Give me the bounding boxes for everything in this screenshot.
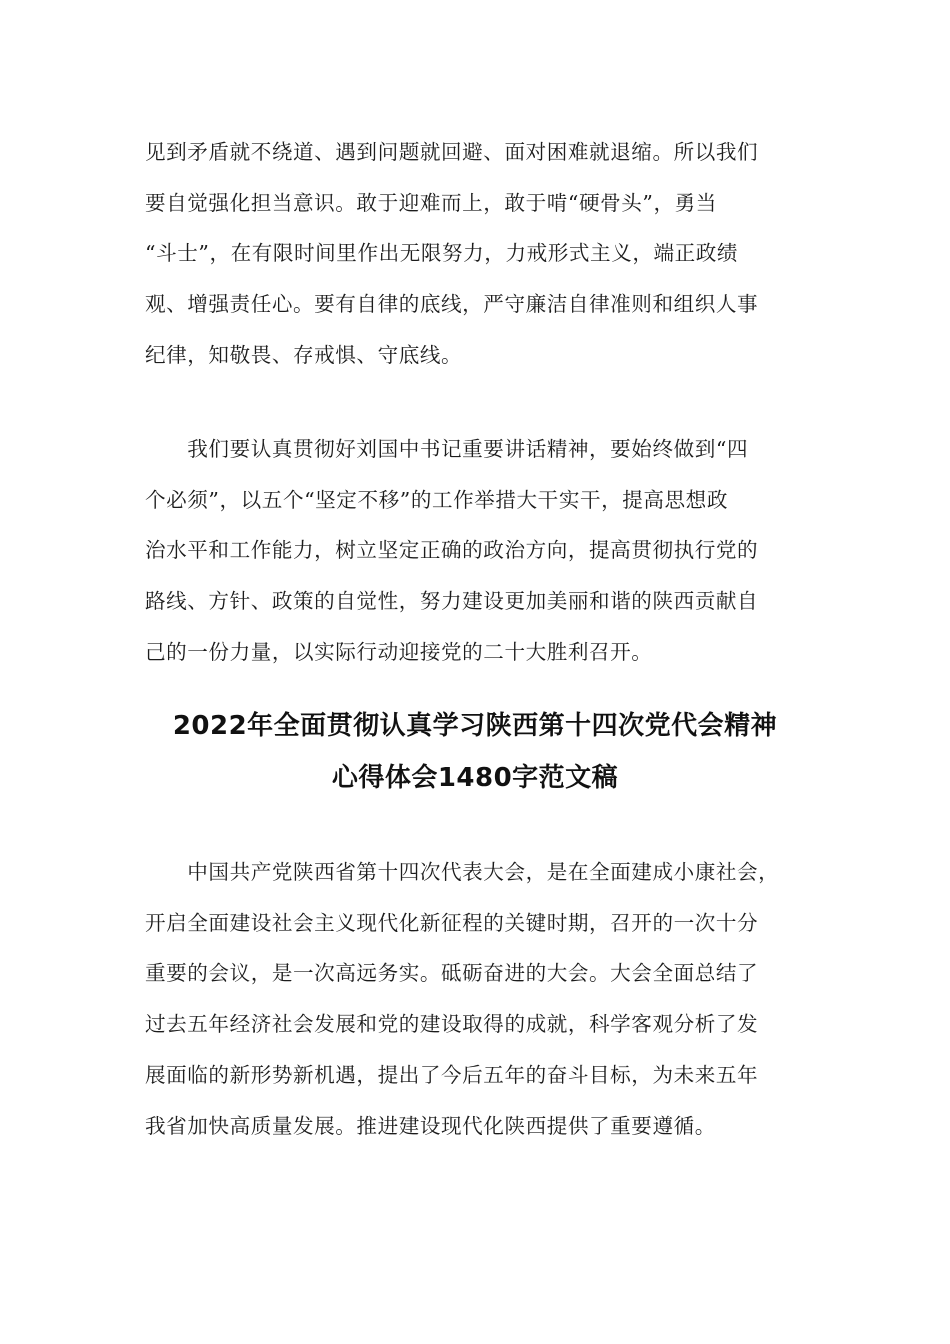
paragraph-congress-intro xyxy=(145,847,813,1151)
text-line: 展面临的新形势新机遇，提出了今后五年的奋斗目标，为未来五年 xyxy=(145,1062,759,1087)
text-line: 重要的会议，是一次高远务实。砥砺奋进的大会。大会全面总结了 xyxy=(145,961,759,986)
text-line: 路线、方针、政策的自觉性，努力建设更加美丽和谐的陕西贡献自 xyxy=(145,589,759,614)
text-line: 个必须”，以五个“坚定不移”的工作举措大干实干，提高思想政 xyxy=(145,487,728,512)
text-line: 开启全面建设社会主义现代化新征程的关键时期，召开的一次十分 xyxy=(145,910,759,935)
paragraph-responsibility xyxy=(145,127,813,381)
text-line: 我省加快高质量发展。推进建设现代化陕西提供了重要遵循。 xyxy=(145,1113,716,1138)
text-line: “斗士”，在有限时间里作出无限努力，力戒形式主义，端正政绩 xyxy=(145,241,739,266)
text-line: 见到矛盾就不绕道、遇到问题就回避、面对困难就退缩。所以我们 xyxy=(145,140,759,164)
heading-line: 心得体会1480字范文稿 xyxy=(331,763,619,793)
article-heading xyxy=(60,700,890,804)
paragraph-speech-spirit xyxy=(145,424,813,678)
text-line: 己的一份力量，以实际行动迎接党的二十大胜利召开。 xyxy=(145,639,653,664)
heading-line: 2022年全面贯彻认真学习陕西第十四次党代会精神 xyxy=(172,711,778,741)
text-line: 治水平和工作能力，树立坚定正确的政治方向，提高贯彻执行党的 xyxy=(145,538,759,563)
text-line: 纪律，知敬畏、存戒惧、守底线。 xyxy=(145,342,463,367)
text-line: 中国共产党陕西省第十四次代表大会，是在全面建成小康社会， xyxy=(145,860,780,884)
text-line: 我们要认真贯彻好刘国中书记重要讲话精神，要始终做到“四 xyxy=(145,437,749,461)
text-line: 观、增强责任心。要有自律的底线，严守廉洁自律准则和组织人事 xyxy=(145,292,759,317)
text-line: 过去五年经济社会发展和党的建设取得的成就，科学客观分析了发 xyxy=(145,1012,759,1037)
text-line: 要自觉强化担当意识。敢于迎难而上，敢于啃“硬骨头”，勇当 xyxy=(145,190,717,215)
